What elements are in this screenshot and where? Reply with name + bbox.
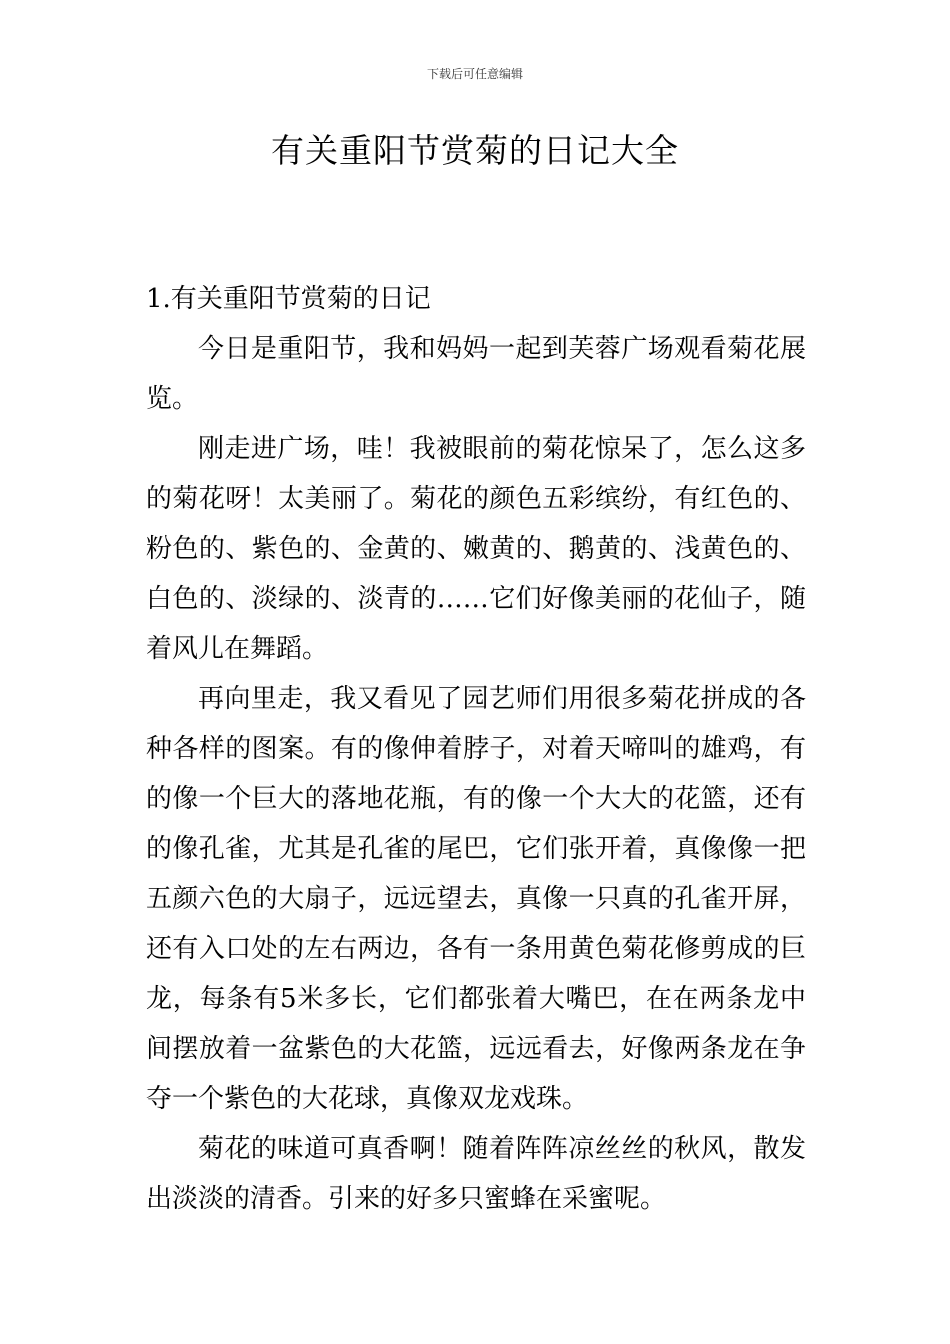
paragraph: 菊花的味道可真香啊！随着阵阵凉丝丝的秋风，散发出淡淡的清香。引来的好多只蜜蜂在采蜜呢。 — [146, 1134, 806, 1214]
document-body — [146, 274, 806, 1224]
document-title: 有关重阳节赏菊的日记大全 — [271, 131, 679, 170]
paragraph: 今日是重阳节，我和妈妈一起到芙蓉广场观看菊花展览。 — [146, 334, 806, 414]
section-heading: 1.有关重阳节赏菊的日记 — [146, 284, 431, 314]
header-note: 下载后可任意编辑 — [426, 67, 523, 81]
paragraph: 刚走进广场，哇！我被眼前的菊花惊呆了，怎么这多的菊花呀！太美丽了。菊花的颜色五彩缤纷，有红色的、粉色的、紫色的、金黄的、嫩黄的、鹅黄的、浅黄色的、白色的、淡绿的、淡青的……它们好像美丽的花仙子，随着风儿在舞蹈。 — [146, 434, 806, 664]
paragraph: 再向里走，我又看见了园艺师们用很多菊花拼成的各种各样的图案。有的像伸着脖子，对着天啼叫的雄鸡，有的像一个巨大的落地花瓶，有的像一个大大的花篮，还有的像孔雀，尤其是孔雀的尾巴，它们张开着，真像像一把五颜六色的大扇子，远远望去，真像一只真的孔雀开屏，还有入口处的左右两边，各有一条用黄色菊花修剪成的巨龙，每条有5米多长，它们都张着大嘴巴，在在两条龙中间摆放着一盆紫色的大花篮，远远看去，好像两条龙在争夺一个紫色的大花球，真像双龙戏珠。 — [146, 684, 806, 1114]
